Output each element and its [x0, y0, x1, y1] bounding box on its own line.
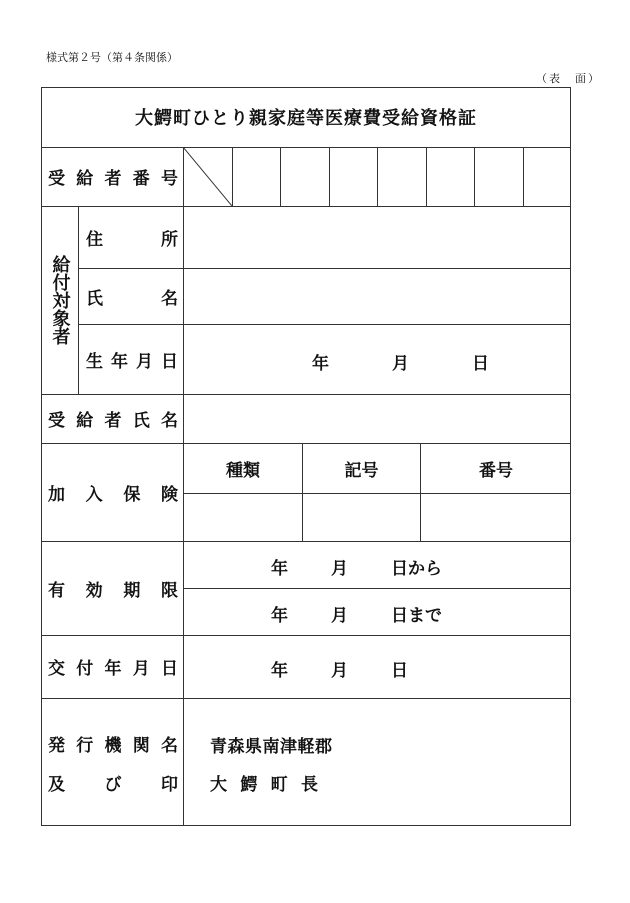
- recipient-number-field[interactable]: [232, 147, 571, 206]
- birthdate-label: 生 年 月 日: [86, 351, 178, 372]
- validity-label: 有 効 期 限: [48, 580, 178, 601]
- divider: [41, 698, 571, 699]
- validity-from-field[interactable]: [184, 542, 570, 587]
- address-field[interactable]: [184, 207, 570, 267]
- side-label: （表 面）: [536, 72, 601, 85]
- validity-to-year-unit: 年: [271, 606, 288, 626]
- form-code: 様式第２号（第４条関係）: [46, 51, 178, 64]
- recipient-number-label: 受 給 者 番 号: [48, 169, 178, 189]
- birthdate-field[interactable]: [184, 325, 570, 393]
- address-label: 住 所: [86, 229, 178, 250]
- validity-to-month-unit: 月: [331, 606, 348, 626]
- insurance-number-field[interactable]: [421, 494, 570, 540]
- birthdate-day-unit: 日: [472, 354, 489, 374]
- insurance-symbol-field[interactable]: [303, 494, 419, 540]
- recipient-name-field[interactable]: [184, 395, 570, 442]
- validity-to-field[interactable]: [184, 589, 570, 634]
- name-label: 氏 名: [86, 288, 178, 309]
- issuer-name-line2: 大 鰐 町 長: [210, 774, 318, 795]
- beneficiary-label: 給付対象者: [49, 255, 71, 345]
- certificate-title: 大鰐町ひとり親家庭等医療費受給資格証: [135, 108, 477, 129]
- validity-from-year-unit: 年: [271, 559, 288, 579]
- insurance-label: 加 入 保 険: [48, 484, 178, 505]
- issue-date-year-unit: 年: [271, 661, 288, 681]
- issue-date-label: 交 付 年 月 日: [48, 659, 178, 679]
- seal-label: 及 び 印: [48, 774, 178, 795]
- divider: [78, 206, 79, 394]
- validity-from-month-unit: 月: [331, 559, 348, 579]
- insurance-symbol-header: 記号: [344, 461, 379, 481]
- validity-from-day-unit: 日から: [391, 559, 442, 579]
- diagonal-strike: [183, 147, 232, 206]
- birthdate-year-unit: 年: [312, 354, 329, 374]
- issue-date-field[interactable]: [184, 636, 570, 697]
- name-field[interactable]: [184, 269, 570, 323]
- issuer-name-line1: 青森県南津軽郡: [210, 737, 333, 757]
- insurance-type-field[interactable]: [184, 494, 301, 540]
- validity-to-day-unit: 日まで: [391, 606, 442, 626]
- recipient-name-label: 受 給 者 氏 名: [48, 411, 178, 431]
- insurance-type-header: 種類: [226, 461, 260, 481]
- birthdate-month-unit: 月: [392, 354, 409, 374]
- insurance-number-header: 番号: [479, 461, 513, 481]
- issue-date-month-unit: 月: [331, 661, 348, 681]
- issue-date-day-unit: 日: [391, 661, 408, 681]
- issuer-label: 発 行 機 関 名: [48, 735, 178, 756]
